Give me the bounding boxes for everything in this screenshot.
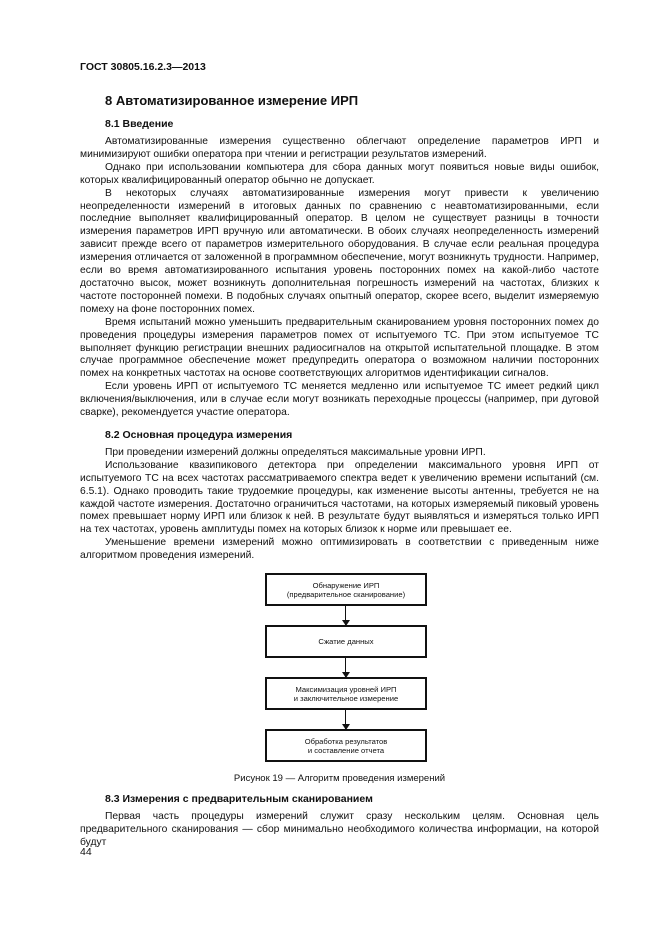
- flow-box-text: Максимизация уровней ИРП: [295, 684, 397, 694]
- page-number: 44: [80, 846, 92, 858]
- paragraph: Использование квазипикового детектора при определении максимального уровня ИРП от испытуемого ТС на всех частотах рассматриваемого спектра ведет к увеличению времени испытаний (см. 6.5.1). Однако проводить такие трудоемкие процедуры, как изменение высоты антенны, требуется не на каждой частоте измерения. Достаточно ограничиться частотами, на которых измеряемый пиковый уровень помех превышает норму ИРП или близок к ней. В результате будут выявляться и измеряться только ИРП на тех частотах, уровень амплитуды помех на которых близок к норме или превышает ее.: [80, 459, 599, 536]
- flow-box-maximization: [265, 677, 427, 710]
- flowchart-figure: [80, 573, 599, 768]
- flow-box-reporting: [265, 729, 427, 762]
- section-8-3-title: 8.3 Измерения с предварительным сканированием: [105, 793, 373, 806]
- flow-arrow: [345, 606, 346, 625]
- document-header: ГОСТ 30805.16.2.3—2013: [80, 61, 206, 73]
- section-8-2-title: 8.2 Основная процедура измерения: [105, 428, 293, 441]
- flow-arrow: [345, 710, 346, 729]
- paragraph: В некоторых случаях автоматизированные измерения могут привести к увеличению неопределенности измерений в итоговых данных по сравнению с неавтоматизированными, если последние выполняет квалифицированный оператор. В целом не существует разницы в точности измерения параметров ИРП вручную или автоматически. В обоих случаях неопределенность измерений зависит прежде всего от параметров измерительного оборудования. В случае если реальная процедура измерения отличается от заложенной в программном обеспечение, могут возникнуть трудности. Например, если во время автоматизированного испытания уровень посторонних помех на какой-либо частоте достаточно высок, может возникнуть дополнительная погрешность измерений на частотах, близких к частоте посторонней помехи. В подобных случаях опытный оператор, скорее всего, выделит измеряемую помеху на фоне посторонних помех.: [80, 187, 599, 315]
- flow-box-text: и заключительное измерение: [293, 693, 399, 703]
- flow-box-text: Обработка результатов: [304, 736, 388, 746]
- figure-caption: Рисунок 19 — Алгоритм проведения измерений: [233, 773, 446, 785]
- paragraph: Уменьшение времени измерений можно оптимизировать в соответствии с приведенным ниже алгоритмом проведения измерений.: [80, 537, 599, 562]
- paragraph: При проведении измерений должны определяться максимальные уровни ИРП.: [105, 446, 486, 458]
- section-8-1-title: 8.1 Введение: [105, 118, 174, 130]
- flow-arrow: [345, 658, 346, 677]
- paragraph: Первая часть процедуры измерений служит сразу нескольким целям. Основная цель предварительного сканирования — сбор минимально необходимого количества информации, на которой будут: [80, 811, 599, 848]
- flow-box-compression: [265, 625, 427, 658]
- paragraph: Если уровень ИРП от испытуемого ТС меняется медленно или испытуемое ТС имеет редкий цикл включения/выключения, или в случае если могут возникать переходные процессы (например, при дуговой сварке), рекомендуется участие оператора.: [80, 381, 599, 419]
- paragraph: Автоматизированные измерения существенно облегчают определение параметров ИРП и минимизируют ошибки оператора при чтении и регистрации результатов измерений.: [80, 136, 599, 160]
- flow-box-text: и составление отчета: [307, 745, 385, 755]
- flow-box-text: Сжатие данных: [318, 637, 374, 647]
- paragraph: Однако при использовании компьютера для сбора данных могут появиться новые виды ошибок, которых квалифицированный оператор обычно не допускает.: [80, 161, 599, 186]
- page-content: [80, 93, 599, 850]
- paragraph: Время испытаний можно уменьшить предварительным сканированием уровня посторонних помех до проведения процедуры измерения параметров помех от испытуемого ТС. При этом испытуемое ТС выполняет функцию регистрации внешних радиосигналов на открытой испытательной площадке. В этом случае программное обеспечение может предупредить оператора о возможном наличии посторонних помех на конкретных частотах на основе соответствующих алгоритмов идентификации сигналов.: [80, 316, 599, 380]
- flow-box-detection: [265, 573, 427, 606]
- flow-box-text: (предварительное сканирование): [286, 589, 406, 599]
- flow-box-text: Обнаружение ИРП: [312, 580, 380, 590]
- section-8-title: 8 Автоматизированное измерение ИРП: [105, 93, 359, 108]
